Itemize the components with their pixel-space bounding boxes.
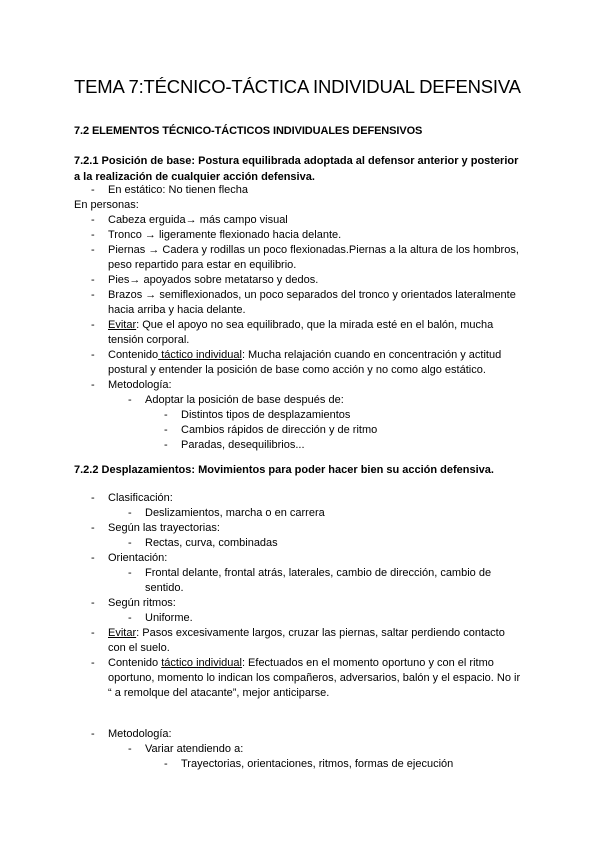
list-item-evitar-cont: tensión corporal. bbox=[108, 334, 190, 346]
list-item-brazos-cont: hacia arriba y hacia delante. bbox=[108, 304, 246, 316]
list-item-piernas: Piernas → Cadera y rodillas un poco flexionadas.Piernas a la altura de los hombros, bbox=[108, 244, 519, 256]
list-item-clasificacion: Clasificación: bbox=[108, 492, 173, 504]
bullet-dash: - bbox=[91, 657, 95, 669]
bullet-dash: - bbox=[91, 552, 95, 564]
bullet-dash: - bbox=[91, 289, 95, 301]
bullet-dash: - bbox=[128, 743, 132, 755]
list-item-brazos: Brazos → semiflexionados, un poco separados del tronco y orientados lateralmente bbox=[108, 289, 516, 301]
bullet-dash: - bbox=[128, 612, 132, 624]
bullet-dash: - bbox=[164, 424, 168, 436]
list-item-adoptar: Adoptar la posición de base después de: bbox=[145, 394, 344, 406]
bullet-dash: - bbox=[164, 409, 168, 421]
bullet-dash: - bbox=[91, 229, 95, 241]
list-item-trayectorias-sub: Rectas, curva, combinadas bbox=[145, 537, 278, 549]
list-item-contenido-2: Contenido táctico individual: Efectuados en el momento oportuno y con el ritmo bbox=[108, 657, 494, 669]
page-title: TEMA 7:TÉCNICO-TÁCTICA INDIVIDUAL DEFENSIVA bbox=[74, 76, 521, 97]
evitar-label: Evitar bbox=[108, 627, 137, 639]
subsection-heading-7-2-2: 7.2.2 Desplazamientos: Movimientos para poder hacer bien su acción defensiva. bbox=[74, 464, 494, 476]
list-item-evitar-2: Evitar: Pasos excesivamente largos, cruzar las piernas, saltar perdiendo contacto bbox=[108, 627, 505, 639]
bullet-dash: - bbox=[164, 758, 168, 770]
list-item-estatico: En estático: No tienen flecha bbox=[108, 184, 249, 196]
list-item-orientacion-sub: Frontal delante, frontal atrás, laterales, cambio de dirección, cambio de bbox=[145, 567, 492, 579]
bullet-dash: - bbox=[91, 244, 95, 256]
list-item-sub2: Cambios rápidos de dirección y de ritmo bbox=[181, 424, 378, 436]
bullet-dash: - bbox=[164, 439, 168, 451]
bullet-dash: - bbox=[91, 728, 95, 740]
tactico-individual-label: táctico individual bbox=[158, 349, 242, 361]
subsection-heading-7-2-1: 7.2.1 Posición de base: Postura equilibrada adoptada al defensor anterior y posterior a la realización de cualquier acción defensiva. bbox=[74, 155, 519, 183]
bullet-dash: - bbox=[128, 567, 132, 579]
list-item-ritmos: Según ritmos: bbox=[108, 597, 176, 609]
list-item-metodologia: Metodología: bbox=[108, 379, 172, 391]
bullet-dash: - bbox=[91, 597, 95, 609]
list-item-trayectorias: Según las trayectorias: bbox=[108, 522, 220, 534]
bullet-dash: - bbox=[91, 214, 95, 226]
bullet-dash: - bbox=[91, 492, 95, 504]
list-item-contenido: Contenido táctico individual: Mucha relajación cuando en concentración y actitud bbox=[108, 349, 502, 361]
list-item-clasificacion-sub: Deslizamientos, marcha o en carrera bbox=[145, 507, 325, 519]
list-item-orientacion: Orientación: bbox=[108, 552, 168, 564]
list-item-metodologia-2: Metodología: bbox=[108, 728, 172, 740]
list-item-variar: Variar atendiendo a: bbox=[145, 743, 244, 755]
bullet-dash: - bbox=[91, 319, 95, 331]
list-item-contenido-2-cont2: “ a remolque del atacante”, mejor anticiparse. bbox=[108, 687, 330, 699]
list-item-cabeza: Cabeza erguida→ más campo visual bbox=[108, 214, 288, 226]
evitar-label: Evitar bbox=[108, 319, 137, 331]
bullet-dash: - bbox=[128, 394, 132, 406]
bullet-dash: - bbox=[91, 274, 95, 286]
list-item-contenido-cont: postural y entender la posición de base como acción y no como algo estático. bbox=[108, 364, 486, 376]
list-item-evitar-2-cont: con el suelo. bbox=[108, 642, 170, 654]
list-item-piernas-cont: peso repartido para estar en equilibrio. bbox=[108, 259, 297, 271]
bullet-dash: - bbox=[91, 184, 95, 196]
list-item-pies: Pies→ apoyados sobre metatarso y dedos. bbox=[108, 274, 319, 286]
list-item-sub1: Distintos tipos de desplazamientos bbox=[181, 409, 351, 421]
label-en-personas: En personas: bbox=[74, 199, 139, 211]
list-item-tronco: Tronco → ligeramente flexionado hacia delante. bbox=[108, 229, 342, 241]
bullet-dash: - bbox=[128, 507, 132, 519]
list-item-contenido-2-cont: oportuno, momento lo indican los compañeros, adversarios, balón y el espacio. No ir bbox=[108, 672, 521, 684]
bullet-dash: - bbox=[128, 537, 132, 549]
list-item-variar-sub: Trayectorias, orientaciones, ritmos, formas de ejecución bbox=[181, 758, 454, 770]
bullet-dash: - bbox=[91, 379, 95, 391]
bullet-dash: - bbox=[91, 522, 95, 534]
tactico-individual-label: táctico individual bbox=[161, 657, 242, 669]
bullet-dash: - bbox=[91, 627, 95, 639]
list-item-orientacion-sub-cont: sentido. bbox=[145, 582, 184, 594]
list-item-evitar: Evitar: Que el apoyo no sea equilibrado, que la mirada esté en el balón, mucha bbox=[108, 319, 494, 331]
list-item-ritmos-sub: Uniforme. bbox=[145, 612, 193, 624]
list-item-sub3: Paradas, desequilibrios... bbox=[181, 439, 305, 451]
section-heading: 7.2 ELEMENTOS TÉCNICO-TÁCTICOS INDIVIDUALES DEFENSIVOS bbox=[74, 125, 423, 137]
bullet-dash: - bbox=[91, 349, 95, 361]
